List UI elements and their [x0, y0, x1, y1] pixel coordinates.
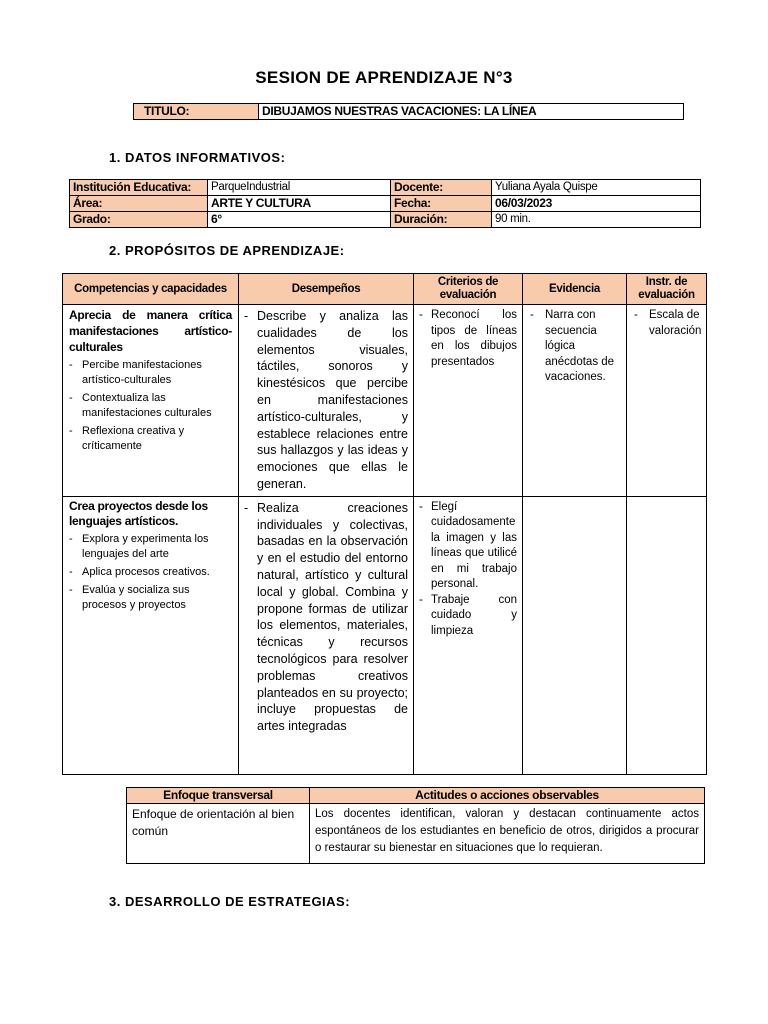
datos-value: ARTE Y CULTURA	[208, 196, 391, 212]
list-item: - Percibe manifestaciones artístico-culturales	[69, 358, 232, 388]
datos-label: Grado:	[70, 212, 208, 228]
evidencia-cell	[523, 305, 627, 497]
actitudes-text: Los docentes identifican, valoran y destacan continuamente actos espontáneos de los estudiantes en beneficio de otros, dirigidos a procurar o restaurar su bienestar en situaciones que lo requieran.	[310, 804, 705, 864]
list-item: - Reflexiona creativa y críticamente	[69, 424, 232, 454]
datos-value: ParqueIndustrial	[208, 180, 391, 196]
instrumento-text: - Escala de valoración	[632, 308, 701, 339]
table-header-row	[63, 274, 707, 305]
enfoque-table	[126, 787, 705, 864]
datos-row	[70, 180, 701, 196]
list-item: - Evalúa y socializa sus procesos y proyectos	[69, 583, 232, 613]
title-value: DIBUJAMOS NUESTRAS VACACIONES: LA LÍNEA	[259, 104, 684, 120]
desempeno-cell	[239, 496, 414, 774]
datos-label: Fecha:	[391, 196, 492, 212]
estrategias-heading: 3. DESARROLLO DE ESTRATEGIAS:	[109, 894, 351, 909]
competencia-title: Aprecia de manera crítica manifestaciones artístico-culturales	[69, 308, 232, 354]
capacidades-list	[69, 532, 232, 613]
evidencia-cell	[523, 496, 627, 774]
datos-row	[70, 212, 701, 228]
datos-value: Yuliana Ayala Quispe	[492, 180, 701, 196]
datos-value: 90 min.	[492, 212, 701, 228]
desempeno-cell	[239, 305, 414, 497]
title-label: TITULO:	[134, 104, 259, 120]
table-row	[127, 804, 705, 864]
header-instrumento: Instr. de evaluación	[627, 274, 707, 305]
table-row	[63, 305, 707, 497]
criterios-cell	[414, 496, 523, 774]
propositos-table	[62, 273, 707, 775]
datos-table	[69, 179, 701, 228]
criterio-item: - Trabaje con cuidado y limpieza	[419, 593, 517, 640]
header-desempenos: Desempeños	[239, 274, 414, 305]
desempeno-text: - Realiza creaciones individuales y colectivas, basadas en la observación y en el estudio del entorno natural, artístico y cultural local y global. Combina y propone formas de utilizar los elementos, materiales, técnicas y recursos tecnológicos para resolver problemas creativos planteados en su proyecto; incluye propuestas de artes integradas	[244, 500, 408, 735]
header-criterios: Criterios de evaluación	[414, 274, 523, 305]
title-box	[133, 103, 684, 120]
datos-value: 6°	[208, 212, 391, 228]
datos-row	[70, 196, 701, 212]
list-item: - Contextualiza las manifestaciones culturales	[69, 391, 232, 421]
datos-label: Docente:	[391, 180, 492, 196]
datos-label: Duración:	[391, 212, 492, 228]
header-competencias: Competencias y capacidades	[63, 274, 239, 305]
evidencia-text: - Narra con secuencia lógica anécdotas de vacaciones.	[528, 308, 621, 386]
propositos-heading: 2. PROPÓSITOS DE APRENDIZAJE:	[109, 243, 345, 258]
list-item: - Explora y experimenta los lenguajes del arte	[69, 532, 232, 562]
instrumento-cell	[627, 496, 707, 774]
datos-label: Institución Educativa:	[70, 180, 208, 196]
table-row	[63, 496, 707, 774]
datos-label: Área:	[70, 196, 208, 212]
criterio-item: - Elegí cuidadosamente la imagen y las líneas que utilicé en mi trabajo personal.	[419, 500, 517, 593]
table-header-row	[127, 788, 705, 804]
criterios-cell	[414, 305, 523, 497]
enfoque-text: Enfoque de orientación al bien común	[127, 804, 310, 864]
criterio-item: - Reconocí los tipos de líneas en los dibujos presentados	[419, 308, 517, 370]
competencia-title: Crea proyectos desde los lenguajes artísticos.	[69, 498, 208, 528]
datos-value: 06/03/2023	[492, 196, 701, 212]
desempeno-text: - Describe y analiza las cualidades de los elementos visuales, táctiles, sonoros y kinestésicos que percibe en manifestaciones artístico-culturales, y establece relaciones entre sus hallazgos y las ideas y emociones que ellas le generan.	[244, 308, 408, 493]
list-item: - Aplica procesos creativos.	[69, 565, 232, 580]
competencia-cell	[63, 496, 239, 774]
competencia-cell	[63, 305, 239, 497]
datos-heading: 1. DATOS INFORMATIVOS:	[109, 150, 286, 165]
instrumento-cell	[627, 305, 707, 497]
capacidades-list	[69, 358, 232, 454]
header-actitudes: Actitudes o acciones observables	[310, 788, 705, 804]
header-evidencia: Evidencia	[523, 274, 627, 305]
document-title: SESION DE APRENDIZAJE N°3	[255, 68, 513, 87]
header-enfoque: Enfoque transversal	[127, 788, 310, 804]
